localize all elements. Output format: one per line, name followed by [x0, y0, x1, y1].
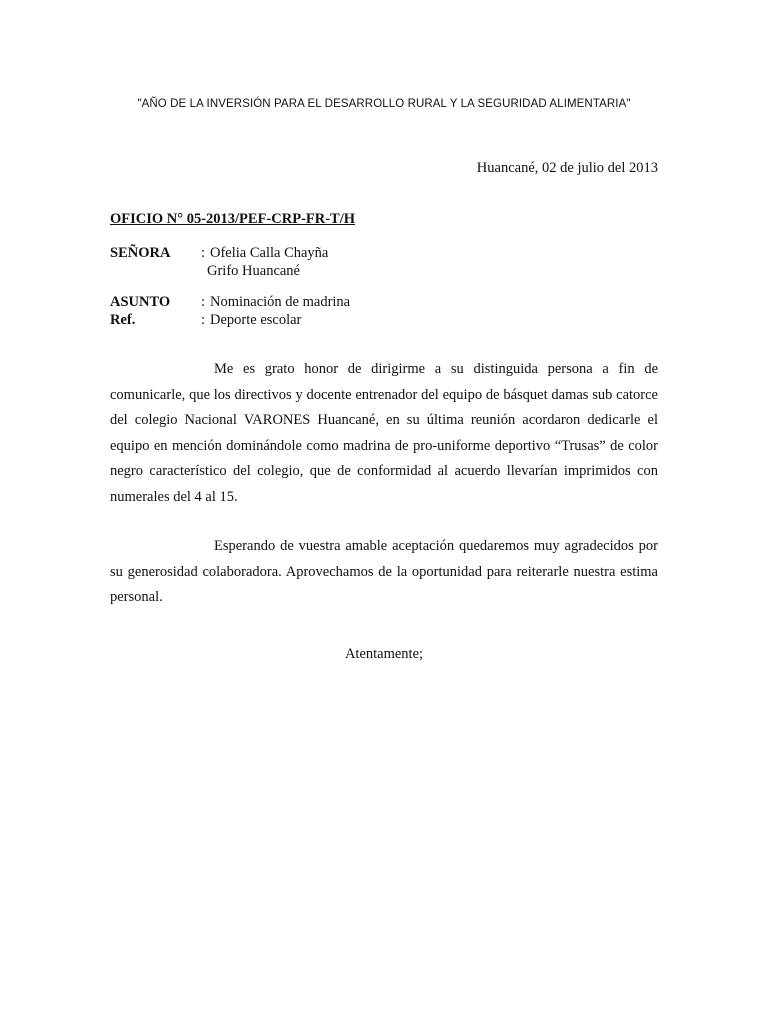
recipient-name: Ofelia Calla Chayña — [210, 245, 329, 261]
reference-colon: : — [201, 312, 206, 328]
year-motto: "AÑO DE LA INVERSIÓN PARA EL DESARROLLO RURAL Y LA SEGURIDAD ALIMENTARIA" — [137, 98, 631, 110]
recipient-colon: : — [201, 245, 206, 261]
body-paragraph-2: Esperando de vuestra amable aceptación quedaremos muy agradecidos por su generosidad colaboradora. Aprovechamos de la oportunidad para reiterarle nuestra estima personal. — [110, 538, 658, 606]
reference-label: Ref. — [110, 312, 136, 328]
subject-value: Nominación de madrina — [210, 294, 351, 310]
body-paragraph-1: Me es grato honor de dirigirme a su distinguida persona a fin de comunicarle, que los directivos y docente entrenador del equipo de básquet damas sub catorce del colegio Nacional VARONES Huancané, en su última reunión acordaron dedicarle el equipo en mención dominándole como madrina de pro-uniforme deportivo “Trusas” de color negro característico del colegio, que de conformidad al acuerdo llevarían imprimidos con numerales del 4 al 15. — [110, 361, 658, 505]
recipient-organization: Grifo Huancané — [207, 263, 300, 279]
closing-salutation: Atentamente; — [344, 646, 424, 662]
subject-colon: : — [201, 294, 206, 310]
reference-value: Deporte escolar — [210, 312, 302, 328]
recipient-label: SEÑORA — [110, 245, 171, 261]
subject-label: ASUNTO — [110, 294, 171, 310]
date-line: Huancané, 02 de julio del 2013 — [476, 160, 658, 176]
oficio-number: OFICIO N° 05-2013/PEF-CRP-FR-T/H — [110, 211, 356, 227]
